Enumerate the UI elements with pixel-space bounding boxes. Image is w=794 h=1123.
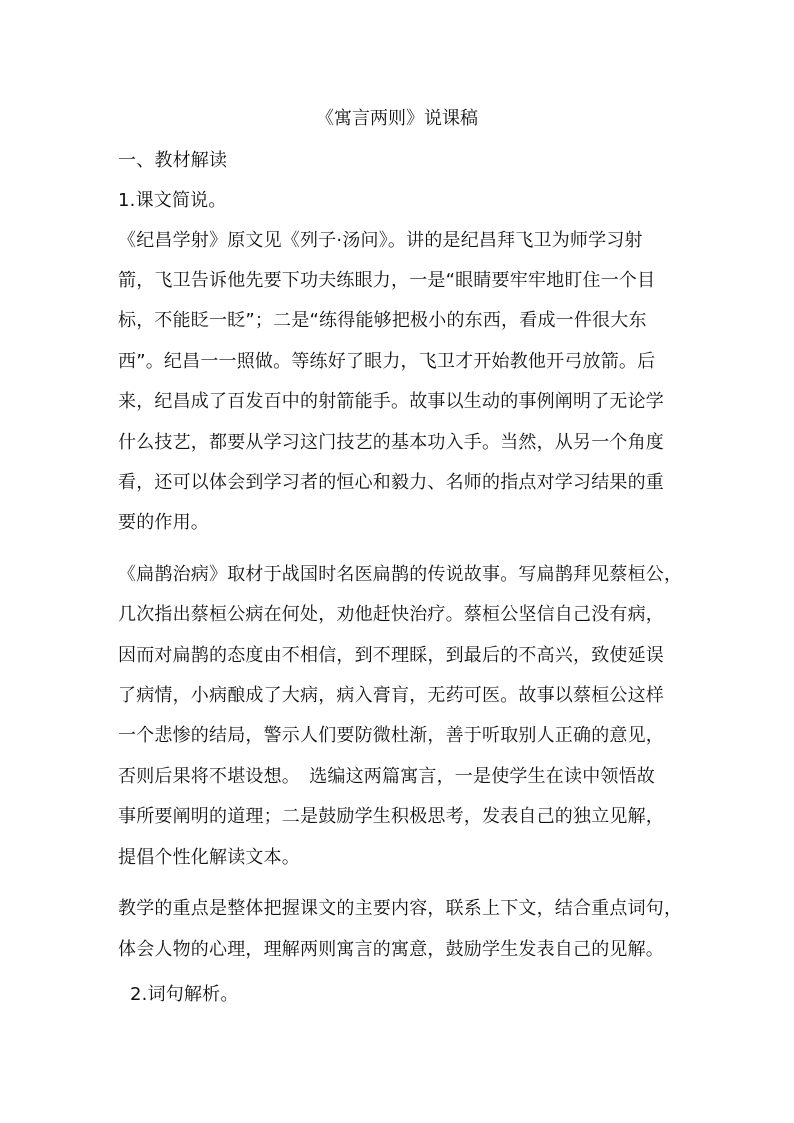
paragraph-line: 西”。纪昌一一照做。等练好了眼力，飞卫才开始教他开弓放箭。后 [118, 351, 656, 372]
paragraph-line: 箭，飞卫告诉他先要下功夫练眼力，一是“眼睛要牢牢地盯住一个目 [118, 270, 656, 291]
subsection-heading-word-analysis: 2.词句解析。 [130, 984, 239, 1005]
paragraph-line: 看，还可以体会到学习者的恒心和毅力、名师的指点对学习结果的重 [118, 472, 664, 493]
paragraph-line: 了病情，小病酿成了大病，病入膏肓，无药可医。故事以蔡桓公这样 [118, 685, 664, 706]
document-title: 《寓言两则》说课稿 [316, 108, 478, 129]
paragraph-line: 一个悲惨的结局，警示人们要防微杜渐，善于听取别人正确的意见， [118, 725, 664, 746]
paragraph-line: 什么技艺，都要从学习这门技艺的基本功入手。当然，从另一个角度 [118, 432, 664, 453]
paragraph-line: 《纪昌学射》原文见《列子·汤问》。讲的是纪昌拜飞卫为师学习射 [118, 230, 643, 251]
paragraph-line: 否则后果将不堪设想。 选编这两篇寓言，一是使学生在读中领悟故 [118, 766, 655, 787]
paragraph-line: 标，不能眨一眨”；二是“练得能够把极小的东西，看成一件很大东 [118, 310, 647, 331]
subsection-heading-text-overview: 1.课文简说。 [118, 190, 227, 211]
section-heading-textbook-reading: 一、教材解读 [118, 150, 228, 171]
paragraph-line: 来，纪昌成了百发百中的射箭能手。故事以生动的事例阐明了无论学 [118, 391, 664, 412]
paragraph-line: 《扁鹊治病》取材于战国时名医扁鹊的传说故事。写扁鹊拜见蔡桓公， [118, 564, 683, 585]
paragraph-line: 体会人物的心理，理解两则寓言的寓意，鼓励学生发表自己的见解。 [118, 939, 664, 960]
paragraph-line: 要的作用。 [118, 512, 209, 533]
paragraph-line: 几次指出蔡桓公病在何处，劝他赶快治疗。蔡桓公坚信自己没有病， [118, 604, 664, 625]
paragraph-line: 事所要阐明的道理；二是鼓励学生积极思考，发表自己的独立见解， [118, 806, 664, 827]
paragraph-line: 提倡个性化解读文本。 [118, 847, 300, 868]
paragraph-line: 教学的重点是整体把握课文的主要内容，联系上下文，结合重点词句， [118, 898, 683, 919]
paragraph-line: 因而对扁鹊的态度由不相信，到不理睬，到最后的不高兴，致使延误 [118, 645, 664, 666]
